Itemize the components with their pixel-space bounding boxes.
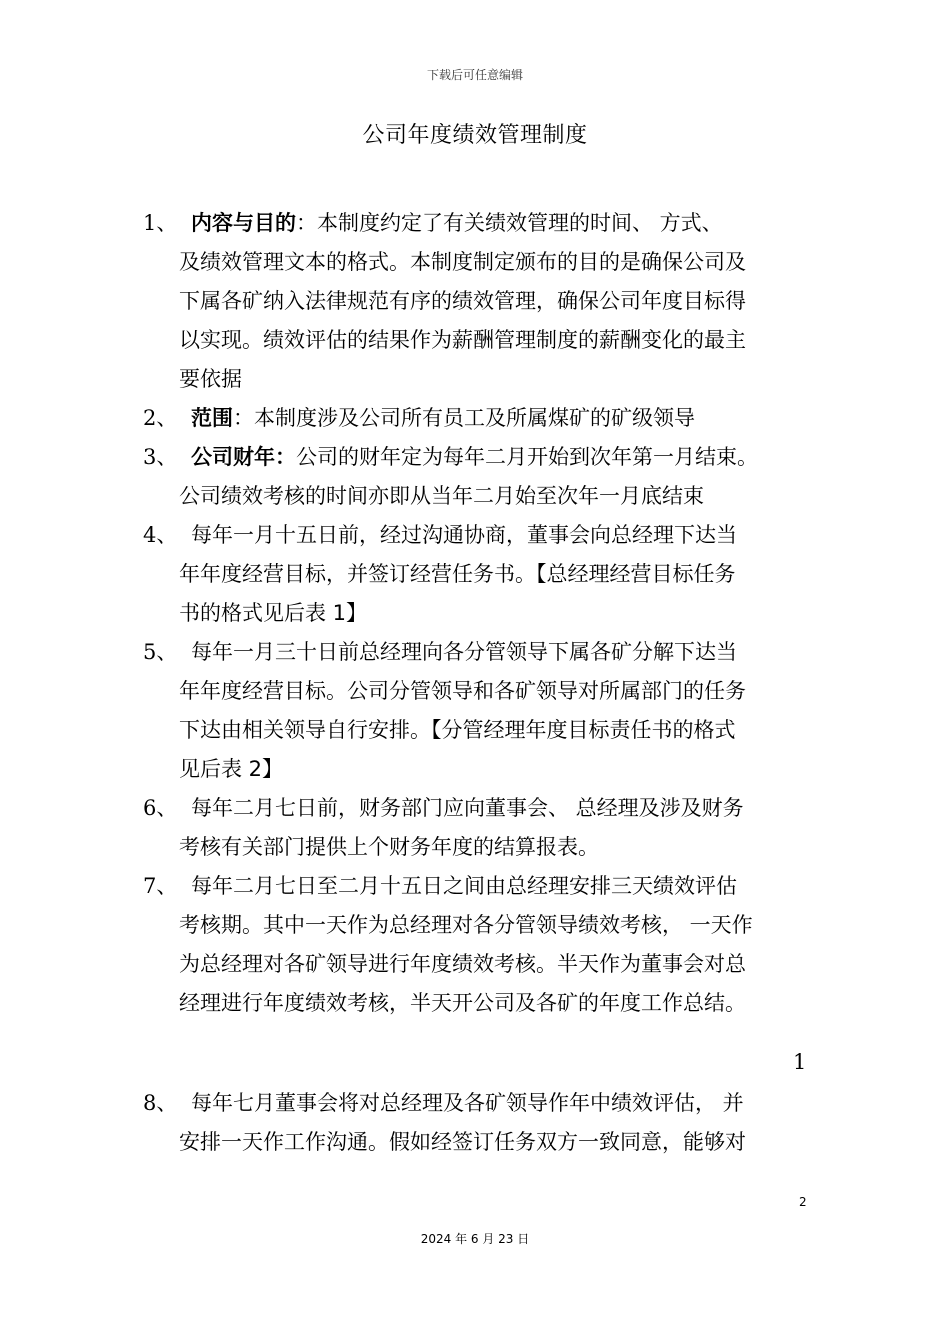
item-line: 年年度经营目标。公司分管领导和各矿领导对所属部门的任务 <box>179 679 746 703</box>
item-number: 4、 <box>143 523 178 547</box>
item-line: 安排一天作工作沟通。假如经签订任务双方一致同意，能够对 <box>179 1130 746 1154</box>
item-number: 6、 <box>143 796 178 820</box>
item-line <box>191 438 758 477</box>
item-number: 1、 <box>143 211 178 235</box>
item-line: 经理进行年度绩效考核，半天开公司及各矿的年度工作总结。 <box>179 991 746 1015</box>
item-line: 考核有关部门提供上个财务年度的结算报表。 <box>179 835 599 859</box>
item-line: 考核期。其中一天作为总经理对各分管领导绩效考核， 一天作 <box>179 913 753 937</box>
item-line: 每年七月董事会将对总经理及各矿领导作年中绩效评估， 并 <box>191 1091 744 1115</box>
item-text: ：本制度涉及公司所有员工及所属煤矿的矿级领导 <box>233 406 695 430</box>
item-line: 下达由相关领导自行安排。【分管经理年度目标责任书的格式 <box>179 718 736 742</box>
item-line: 公司绩效考核的时间亦即从当年二月始至次年一月底结束 <box>179 484 704 508</box>
footer-date: 2024 年 6 月 23 日 <box>420 1232 530 1246</box>
item-line <box>191 204 723 243</box>
item-heading: 内容与目的 <box>191 211 296 235</box>
item-line: 书的格式见后表 1】 <box>179 601 368 625</box>
item-line: 每年二月七日至二月十五日之间由总经理安排三天绩效评估 <box>191 874 737 898</box>
item-line: 下属各矿纳入法律规范有序的绩效管理，确保公司年度目标得 <box>179 289 746 313</box>
inline-page-number: 1 <box>793 1050 807 1074</box>
item-line: 见后表 2】 <box>179 757 284 781</box>
item-heading: 公司财年： <box>191 445 296 469</box>
item-number: 3、 <box>143 445 178 469</box>
item-line: 每年二月七日前，财务部门应向董事会、 总经理及涉及财务 <box>191 796 744 820</box>
item-line <box>191 399 695 438</box>
item-line: 为总经理对各矿领导进行年度绩效考核。半天作为董事会对总 <box>179 952 746 976</box>
item-line: 每年一月三十日前总经理向各分管领导下属各矿分解下达当 <box>191 640 737 664</box>
item-number: 8、 <box>143 1091 178 1115</box>
item-heading: 范围 <box>191 406 233 430</box>
item-line: 每年一月十五日前，经过沟通协商，董事会向总经理下达当 <box>191 523 737 547</box>
page-header: 下载后可任意编辑 <box>426 68 523 82</box>
item-number: 5、 <box>143 640 178 664</box>
item-number: 2、 <box>143 406 178 430</box>
document-title: 公司年度绩效管理制度 <box>362 123 588 148</box>
item-text: 公司的财年定为每年二月开始到次年第一月结束。 <box>296 445 758 469</box>
item-line: 要依据 <box>179 367 242 391</box>
item-line: 以实现。绩效评估的结果作为薪酬管理制度的薪酬变化的最主 <box>179 328 746 352</box>
page-number: 2 <box>799 1195 807 1209</box>
item-text: ：本制度约定了有关绩效管理的时间、 方式、 <box>296 211 723 235</box>
item-number: 7、 <box>143 874 178 898</box>
item-line: 及绩效管理文本的格式。本制度制定颁布的目的是确保公司及 <box>179 250 746 274</box>
item-line: 年年度经营目标，并签订经营任务书。【总经理经营目标任务 <box>179 562 736 586</box>
